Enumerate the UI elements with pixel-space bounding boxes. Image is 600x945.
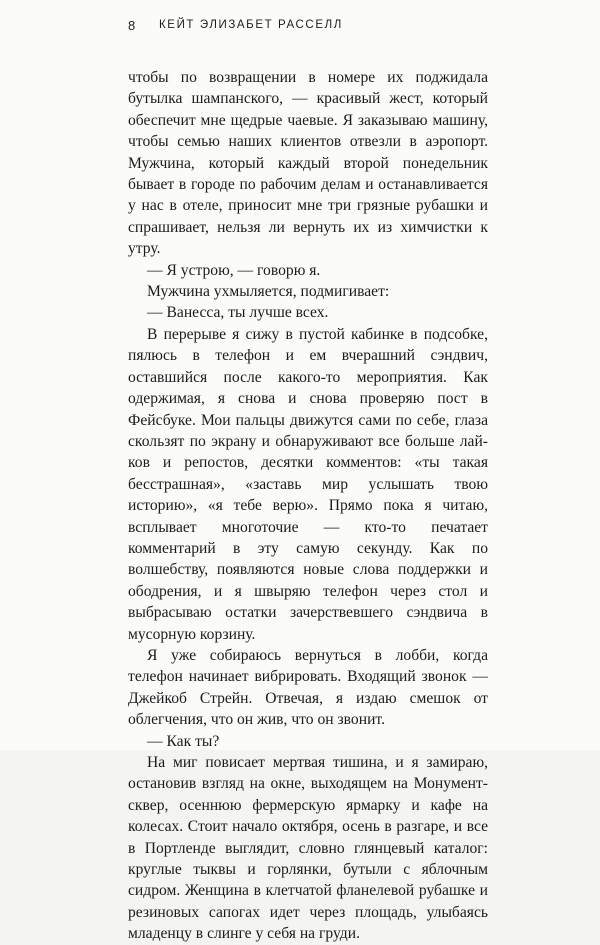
paragraph: Мужчина ухмыляется, подмигивает: — [147, 283, 390, 301]
paragraph: чтобы по возвращении в номере их поджидала бутылка шампанского, — красивый жест, который обеспечит мне щедрые чаевые. Я заказываю машину, чтобы семью наших клиентов отвезли в аэропорт. Мужчина, который каждый второй понедельник бывает в городе по рабочим делам и останавливается у нас в отеле, приносит мне три грязные рубашки и спрашивает, нельзя ли вернуть их из химчистки к утру. — [128, 69, 488, 258]
paragraph: — Как ты? — [147, 732, 220, 750]
paragraph: Я уже собираюсь вернуться в лобби, когда телефон начинает вибрировать. Входящий звонок — Джейкоб Стрейн. Отвечая, я издаю смешок от облегчения, что он жив, что он звонит. — [128, 646, 488, 729]
page-header — [128, 18, 488, 34]
paragraph: На миг повисает мертвая тишина, и я замираю, остановив взгляд на окне, выходящем на Монумент-сквер, осеннюю фермерскую ярмарку и кафе на колесах. Стоит начало октября, осень в разгаре, и все в Портленде выглядит, словно глянцевый каталог: круглые тыквы и горлянки, бутыли с яблочным сидром. Женщина в клетчатой фланелевой рубашке и резиновых сапогах идет через площадь, улыбаясь младенцу в слинге у себя на груди. — [128, 754, 488, 943]
page-number: 8 — [128, 18, 136, 33]
paragraph: — Я устрою, — говорю я. — [147, 261, 321, 279]
running-head: КЕЙТ ЭЛИЗАБЕТ РАССЕЛЛ — [159, 19, 343, 31]
body-text — [128, 67, 488, 945]
paragraph: — Ванесса, ты лучше всех. — [147, 304, 329, 322]
paragraph: В перерыве я сижу в пустой кабинке в подсобке, пялюсь в телефон и ем вчерашний сэндвич, оставшийся после какого-то мероприятия. Как одержимая, я снова и снова проверяю пост в Фейсбуке. Мои пальцы движутся сами по себе, глаза скользят по экрану и обнаруживают все больше лайков и репостов, десятки комментов: «ты такая бесстрашная», «заставь мир услышать твою историю», «я тебе верю». Прямо пока я читаю, всплывает многоточие — кто-то печатает комментарий в эту самую секунду. Как по волшебству, появляются новые слова поддержки и ободрения, и я швыряю телефон через стол и выбрасываю остатки зачерствевшего сэндвича в мусорную корзину. — [128, 325, 488, 643]
